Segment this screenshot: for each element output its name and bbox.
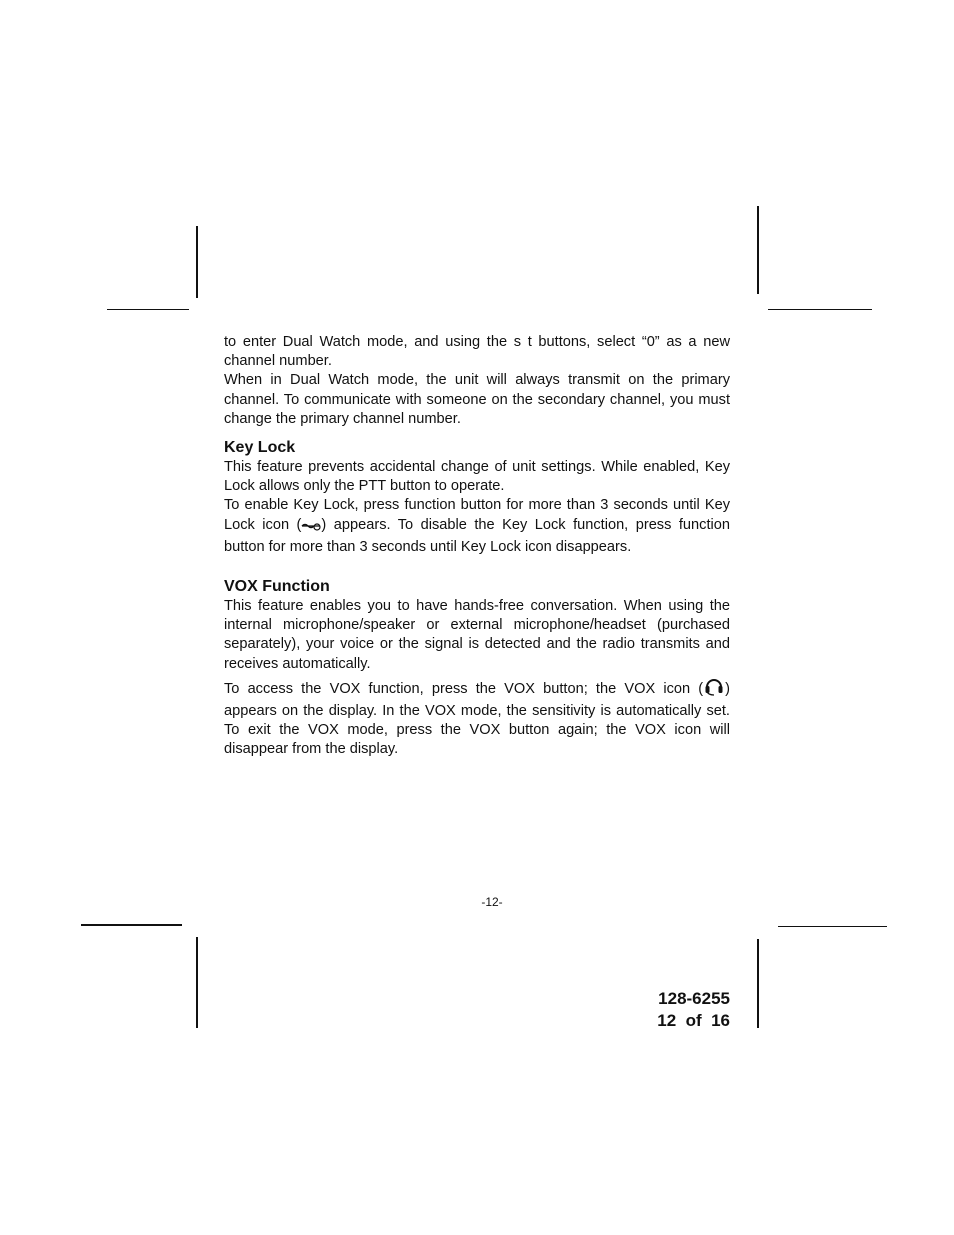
vox-paragraph-2 <box>224 674 730 760</box>
crop-mark <box>778 926 887 927</box>
vox-paragraph-1: This feature enables you to have hands-free conversation. When using the internal microphone/speaker or external microphone/headset (purchased separately), your voice or the signal is detected and the radio transmits and receives automatically. <box>224 598 730 672</box>
headset-icon <box>703 674 725 702</box>
crop-mark <box>757 206 759 294</box>
manual-body <box>224 333 730 760</box>
crop-mark <box>196 937 198 1028</box>
crop-mark <box>768 309 872 310</box>
vox-heading: VOX Function <box>224 578 330 596</box>
intro-paragraph-2: When in Dual Watch mode, the unit will always transmit on the primary channel. To communicate with someone on the secondary channel, you must change the primary channel number. <box>224 372 730 427</box>
key-lock-heading: Key Lock <box>224 439 296 457</box>
key-lock-icon <box>301 519 321 538</box>
doc-number: 128-6255 <box>658 989 730 1008</box>
key-lock-paragraph-1: This feature prevents accidental change of unit settings. While enabled, Key Lock allows only the PTT button to operate. <box>224 459 730 495</box>
crop-mark <box>81 924 182 926</box>
key-lock-paragraph-2 <box>224 496 730 557</box>
vox-text-after-icon: ) appears on the display. In the VOX mode, the sensitivity is automatically set. To exit the VOX mode, press the VOX button again; the VOX icon will disappear from the display. <box>224 680 730 758</box>
key-lock-text-after-icon: ) appears. To disable the Key Lock function, press function button for more than 3 seconds until Key Lock icon disappears. <box>224 516 730 555</box>
crop-mark <box>757 939 759 1028</box>
key-lock-text-before-icon: To enable Key Lock, press function button for more than 3 seconds until Key Lock icon ( <box>224 497 730 533</box>
crop-mark <box>196 226 198 298</box>
document-id <box>657 988 730 1032</box>
page-number: -12- <box>481 895 503 909</box>
intro-paragraph-1: to enter Dual Watch mode, and using the s t buttons, select “0” as a new channel number. <box>224 334 730 370</box>
vox-text-before-icon: To access the VOX function, press the VOX button; the VOX icon ( <box>224 680 704 697</box>
page-count: 12 of 16 <box>657 1011 730 1030</box>
crop-mark <box>107 309 189 310</box>
